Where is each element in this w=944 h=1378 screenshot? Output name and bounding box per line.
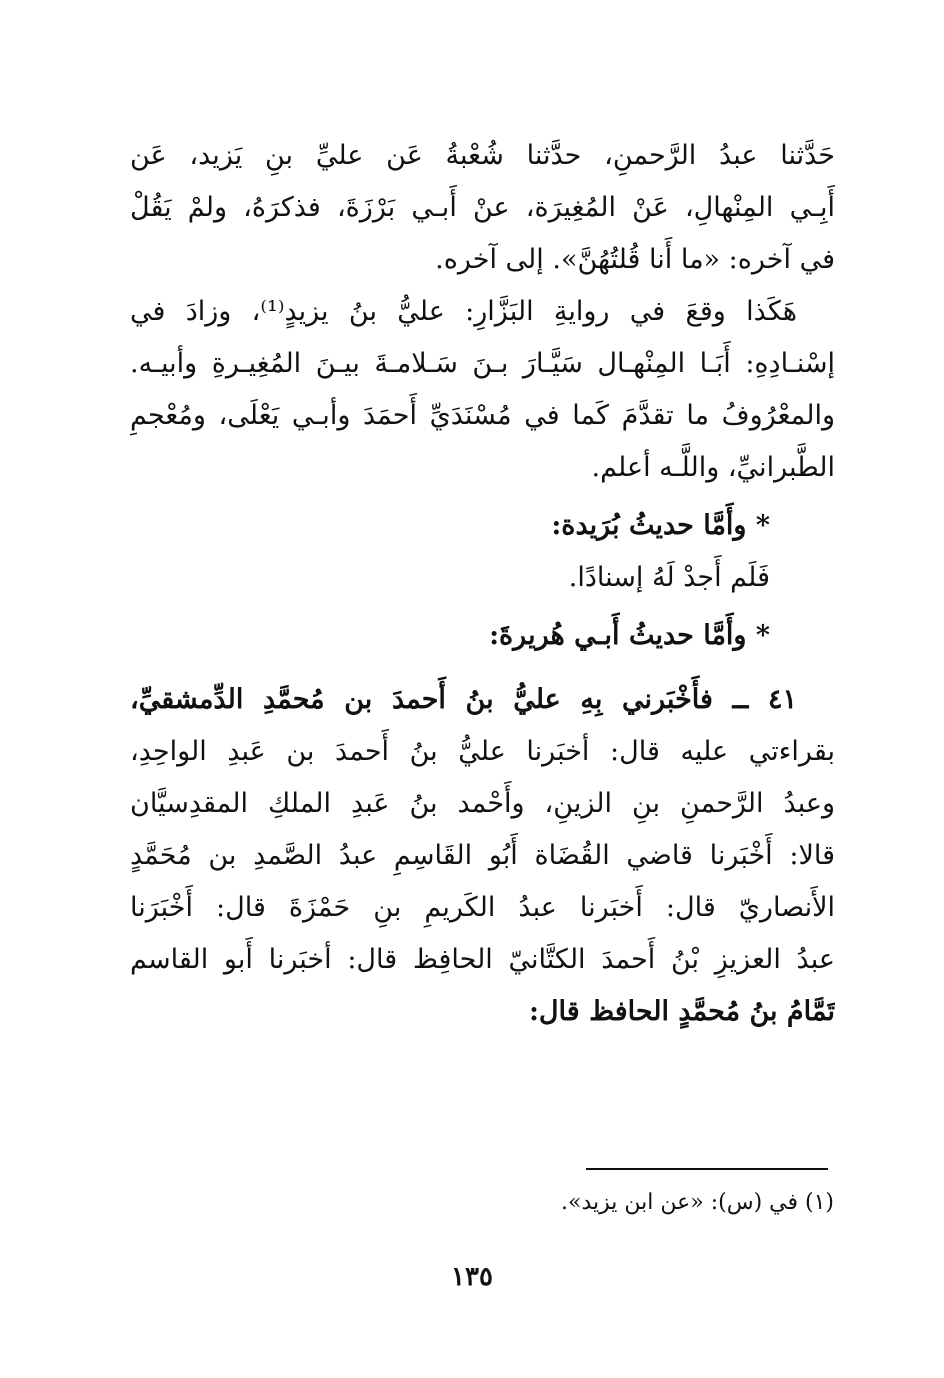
text-line: والمعْرُوفُ ما تقدَّمَ كَما في مُسْنَدَيِّ أَحمَدَ وأبـي يَعْلَى، ومُعْجمِ bbox=[130, 400, 835, 431]
text-line: قالا: أَخْبَرنا قاضي القُضَاة أَبُو القَاسِمِ عبدُ الصَّمدِ بن مُحَمَّدٍ bbox=[130, 840, 835, 871]
footnote: (١) في (س): «عن ابن يزيد». bbox=[561, 1190, 834, 1215]
text-line: وعبدُ الرَّحمنِ بنِ الزينِ، وأَحْمد بنُ عَبدِ الملكِ المقدِسيَّان bbox=[130, 788, 835, 819]
hadith-number-line: ٤١ ــ فأَخْبَرني بِهِ عليُّ بنُ أَحمدَ بن مُحمَّدِ الدِّمشقيِّ، bbox=[130, 684, 797, 715]
paragraph-2 bbox=[130, 286, 835, 494]
text-line: فَلَم أَجدْ لَهُ إسنادًا. bbox=[568, 562, 770, 593]
text-line: تَمَّامُ بنُ مُحمَّدٍ الحافظ قال: bbox=[528, 996, 835, 1027]
section-abu-huraira bbox=[130, 610, 835, 662]
text-line: حَدَّثنا عبدُ الرَّحمنِ، حدَّثنا شُعْبةُ عَن عليِّ بنِ يَزيد، عَن bbox=[130, 140, 835, 171]
paragraph-1 bbox=[130, 130, 835, 286]
text-line: عبدُ العزيزِ بْنُ أَحمدَ الكتَّانيّ الحافِظ قال: أخبَرنا أَبو القاسم bbox=[130, 944, 835, 975]
hadith-41 bbox=[130, 674, 835, 1038]
text-line: الطَّبرانيِّ، واللَّـه أعلم. bbox=[591, 452, 835, 483]
text-line: في آخره: «ما أَنا قُلتُهُنَّ». إلى آخره. bbox=[435, 244, 835, 275]
page-body bbox=[130, 130, 835, 1038]
text-line: أَبِـي المِنْهالِ، عَنْ المُغِيرَة، عنْ أَبـي بَرْزَةَ، فذكرَهُ، ولمْ يَقُلْ bbox=[130, 192, 835, 223]
section-buraida bbox=[130, 500, 835, 604]
text-line: بقراءتي عليه قال: أخبَرنا عليُّ بنُ أَحمدَ بن عَبدِ الواحِدِ، bbox=[130, 736, 835, 767]
page-number: ١٣٥ bbox=[451, 1262, 493, 1292]
section-heading: * وأَمَّا حديثُ أَبـي هُريرةَ: bbox=[489, 620, 770, 651]
text-line: الأَنصاريّ قال: أَخبَرنا عبدُ الكَريمِ بنِ حَمْزَةَ قال: أَخْبَرَنا bbox=[130, 892, 835, 923]
section-heading: * وأَمَّا حديثُ بُرَيدة: bbox=[551, 510, 770, 541]
text-line: إسْنـادِهِ: أَبَـا المِنْهـال سَيَّـارَ بـنَ سَـلامـةَ بيـنَ المُغِيـرةِ وأبيـه. bbox=[130, 348, 835, 379]
text-line: هَكَذا وقعَ في روايةِ البَزَّارِ: عليُّ بنُ يزيدٍ⁽¹⁾، وزادَ في bbox=[130, 296, 797, 327]
footnote-divider bbox=[586, 1168, 828, 1170]
